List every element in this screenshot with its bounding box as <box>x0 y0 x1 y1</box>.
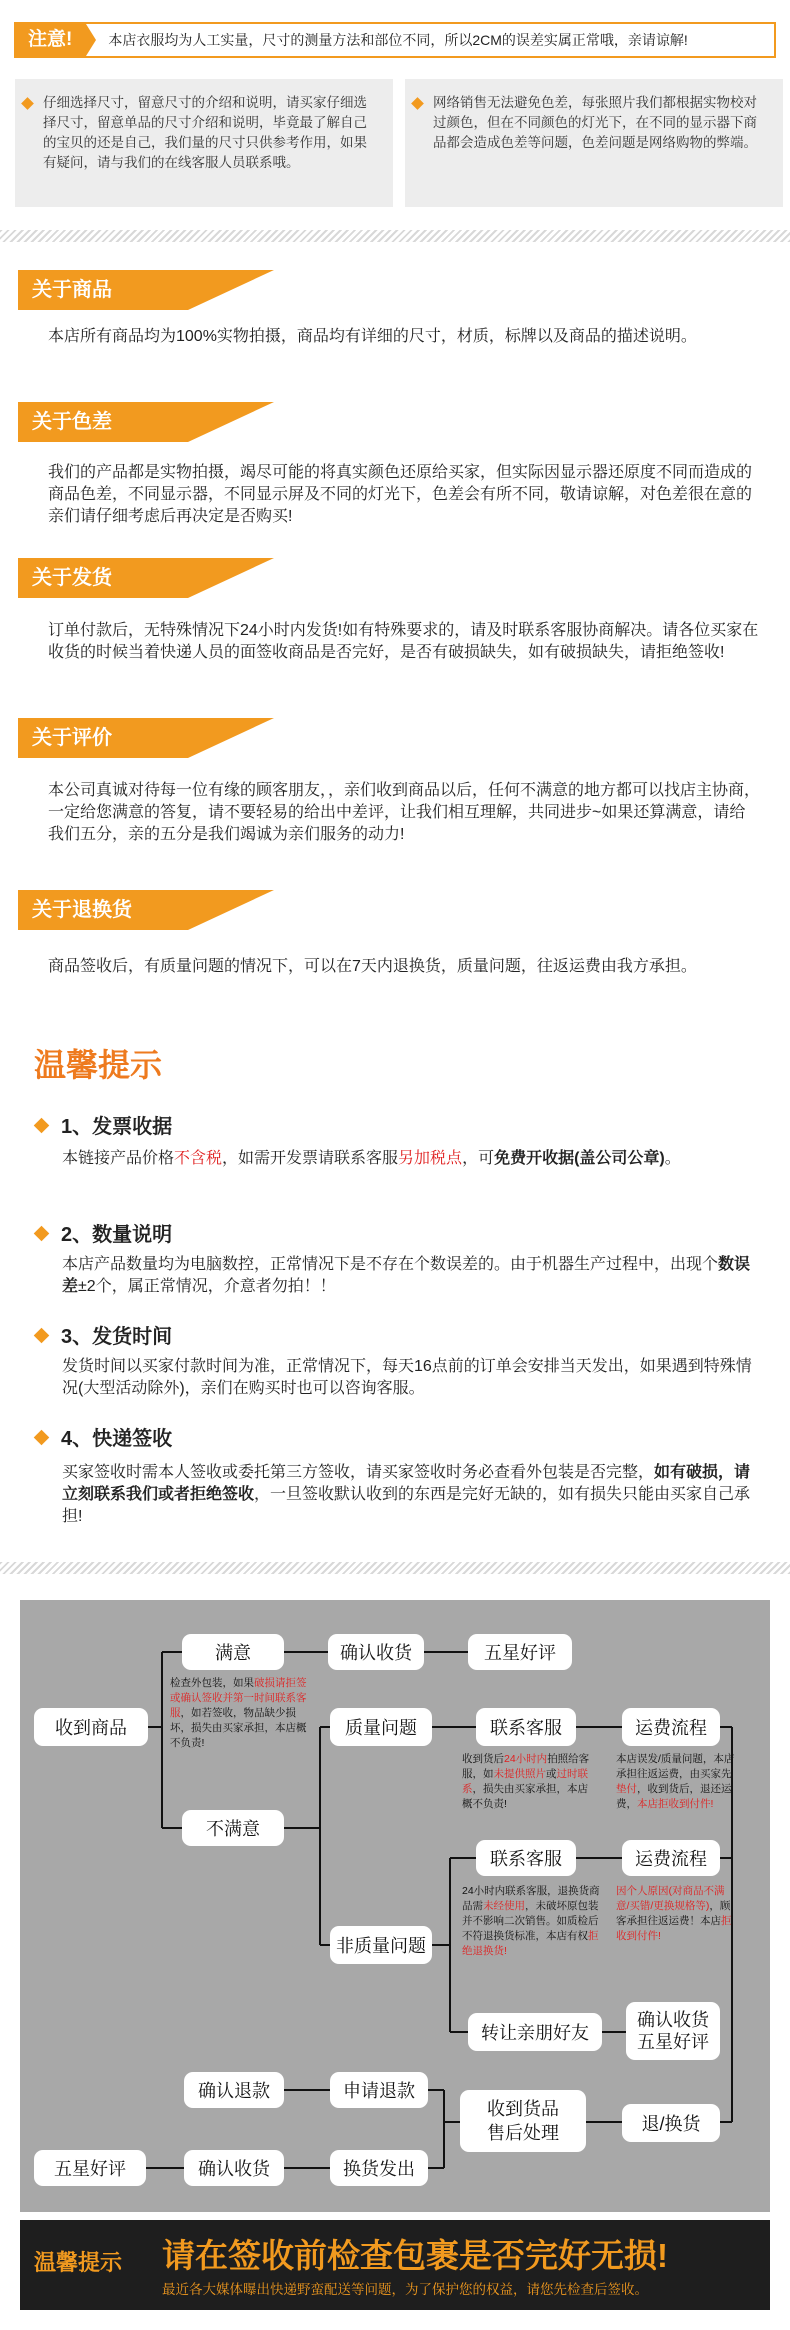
node-contact-service-2: 联系客服 <box>476 1840 576 1876</box>
note-freight-1: 本店误发/质量问题，本店承担往返运费，由买家先垫付，收到货后，退还运费，本店拒收到付件! <box>616 1753 735 1810</box>
note-non-quality: 24小时内联系客服，退换货商品需未经使用，未破坏原包装并不影响二次销售。如质检后不符退换货标准，本店有权拒绝退换货! <box>462 1885 600 1957</box>
node-contact-service-1: 联系客服 <box>476 1708 576 1746</box>
note-freight-2: 因个人原因(对商品不满意/买错/更换规格等)，顾客承担往返运费！本店拒收到付件! <box>616 1885 732 1942</box>
node-confirm-receipt-2: 确认收货 <box>184 2150 284 2186</box>
notice-tag: 注意! <box>16 24 86 56</box>
bottom-banner <box>20 2220 770 2310</box>
size-notice-text: 仔细选择尺寸，留意尺寸的介绍和说明，请买家仔细选择尺寸，留意单品的尺寸介绍和说明，毕竟最了解自己的宝贝的还是自己，我们量的尺寸只供参考作用，如果有疑问，请与我们的在线客服人员联系哦。 <box>43 95 367 170</box>
tip-head-delivery: 4、快递签收 <box>36 1422 172 1451</box>
section-tag-shipping: 关于发货 <box>18 558 268 598</box>
node-five-star-2: 五星好评 <box>34 2150 146 2186</box>
section-tag-return: 关于退换货 <box>18 890 268 930</box>
node-confirm-five-star: 确认收货 五星好评 <box>626 2002 720 2060</box>
tip-text-delivery: 买家签收时需本人签收或委托第三方签收，请买家签收时务必查看外包装是否完整，如有破损，请立刻联系我们或者拒绝签收，一旦签收默认收到的东西是完好无缺的，如有损失只能由买家自己承担! <box>62 1464 751 1525</box>
node-quality-issue: 质量问题 <box>330 1708 432 1746</box>
node-apply-refund: 申请退款 <box>330 2072 428 2108</box>
section-tag-color: 关于色差 <box>18 402 268 442</box>
tip-text-quantity: 本店产品数量均为电脑数控，正常情况下是不存在个数误差的。由于机器生产过程中，出现个数误差±2个，属正常情况，介意者勿拍！！ <box>62 1256 751 1295</box>
size-notice-box <box>15 79 393 207</box>
diamond-icon <box>34 1118 50 1134</box>
note-quality: 收到货后24小时内拍照给客服，如未提供照片或过时联系，损失由买家承担，本店概不负责! <box>462 1753 590 1810</box>
color-notice-box <box>405 79 783 207</box>
diamond-icon <box>34 1226 50 1242</box>
node-freight-process-2: 运费流程 <box>622 1840 720 1876</box>
note-unsatisfied: 检查外包装，如果破损请拒签或确认签收并第一时间联系客服，如若签收，物品缺少损坏，损失由买家承担，本店概不负责! <box>170 1677 307 1749</box>
tips-title: 温馨提示 <box>34 1047 163 1083</box>
node-confirm-receipt: 确认收货 <box>328 1634 424 1670</box>
section-tag-review: 关于评价 <box>18 718 268 758</box>
section-text-return: 商品签收后，有质量问题的情况下，可以在7天内退换货，质量问题，往返运费由我方承担。 <box>48 958 697 975</box>
notice-bar <box>14 22 776 58</box>
divider <box>0 1562 790 1574</box>
section-tag-goods: 关于商品 <box>18 270 268 310</box>
tip-text-invoice: 本链接产品价格不含税，如需开发票请联系客服另加税点，可免费开收据(盖公司公章)。 <box>62 1150 681 1167</box>
node-satisfied: 满意 <box>182 1634 284 1670</box>
divider <box>0 230 790 242</box>
node-exchange-shipped: 换货发出 <box>330 2150 428 2186</box>
section-text-goods: 本店所有商品均为100%实物拍摄，商品均有详细的尺寸，材质，标牌以及商品的描述说明。 <box>48 328 697 345</box>
node-unsatisfied: 不满意 <box>182 1810 284 1846</box>
node-transfer-friends: 转让亲朋好友 <box>468 2013 602 2051</box>
node-receive-goods: 收到商品 <box>34 1708 148 1746</box>
diamond-icon <box>34 1328 50 1344</box>
section-text-shipping: 订单付款后，无特殊情况下24小时内发货!如有特殊要求的，请及时联系客服协商解决。请各位买家在收货的时候当着快递人员的面签收商品是否完好，是否有破损缺失，如有破损缺失，请拒绝签收! <box>48 622 759 661</box>
node-freight-process-1: 运费流程 <box>622 1708 720 1746</box>
section-text-color: 我们的产品都是实物拍摄，竭尽可能的将真实颜色还原给买家，但实际因显示器还原度不同而造成的商品色差，不同显示器，不同显示屏及不同的灯光下，色差会有所不同，敬请谅解，对色差很在意的亲们请仔细考虑后再决定是否购买! <box>48 464 753 525</box>
banner-subtext: 最近各大媒体曝出快递野蛮配送等问题，为了保护您的权益，请您先检查后签收。 <box>162 2282 648 2297</box>
node-after-sales: 收到货品 售后处理 <box>460 2090 586 2152</box>
node-return-exchange: 退/换货 <box>622 2104 720 2142</box>
banner-tip-label: 温馨提示 <box>34 2250 123 2275</box>
notice-text: 本店衣服均为人工实量，尺寸的测量方法和部位不同，所以2CM的误差实属正常哦，亲请谅解! <box>108 32 688 48</box>
section-text-review: 本公司真诚对待每一位有缘的顾客朋友，，亲们收到商品以后，任何不满意的地方都可以找店主协商，一定给您满意的答复，请不要轻易的给出中差评，让我们相互理解，共同进步~如果还算满意，请给我们五分，亲的五分是我们竭诚为亲们服务的动力! <box>48 782 761 843</box>
tip-head-invoice: 1、发票收据 <box>36 1110 172 1139</box>
tip-head-shiptime: 3、发货时间 <box>36 1320 172 1349</box>
diamond-icon <box>21 97 34 110</box>
tip-head-quantity: 2、数量说明 <box>36 1218 172 1247</box>
tip-text-shiptime: 发货时间以买家付款时间为准，正常情况下，每天16点前的订单会安排当天发出，如果遇到特殊情况(大型活动除外)，亲们在购买时也可以咨询客服。 <box>62 1358 752 1397</box>
node-confirm-refund: 确认退款 <box>184 2072 284 2108</box>
node-five-star: 五星好评 <box>468 1634 572 1670</box>
banner-headline: 请在签收前检查包裹是否完好无损! <box>162 2237 668 2274</box>
node-non-quality-issue: 非质量问题 <box>330 1926 432 1964</box>
diamond-icon <box>34 1430 50 1446</box>
color-notice-text: 网络销售无法避免色差，每张照片我们都根据实物校对过颜色，但在不同颜色的灯光下，在不同的显示器下商品都会造成色差等问题，色差问题是网络购物的弊端。 <box>433 95 757 150</box>
diamond-icon <box>411 97 424 110</box>
after-sales-flowchart <box>20 1600 770 2212</box>
